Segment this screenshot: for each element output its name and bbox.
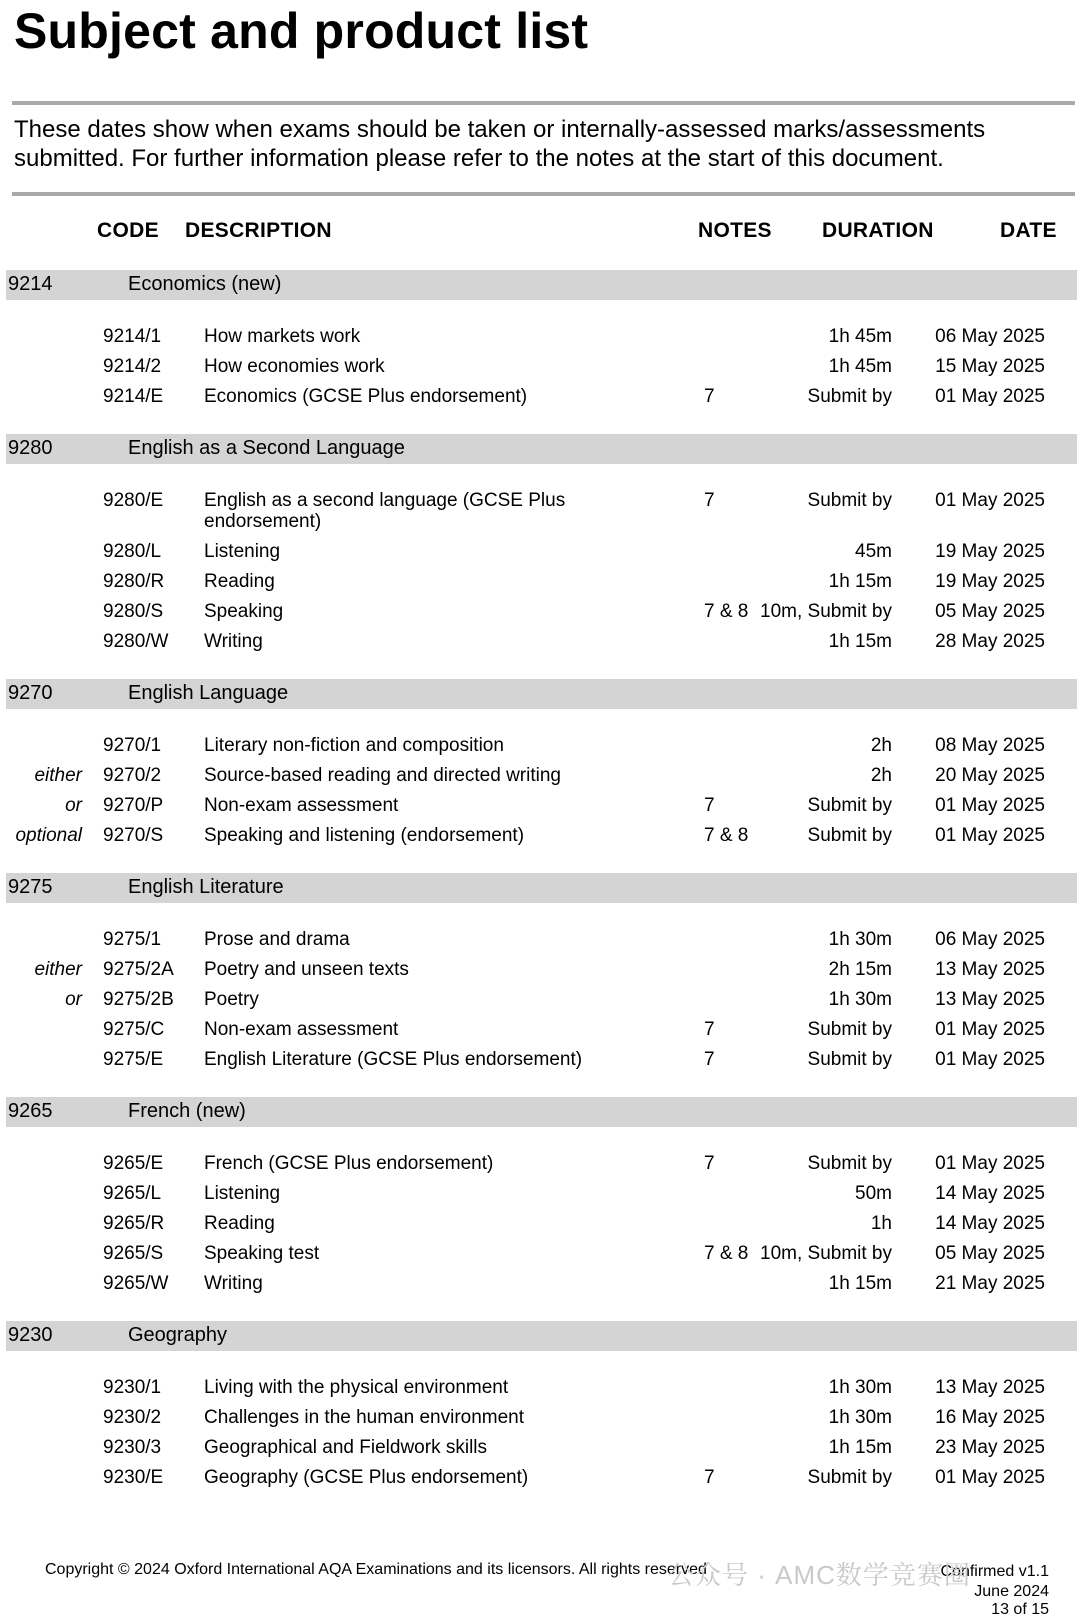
subject-header (6, 679, 1077, 709)
component-duration: 1h 30m (828, 1407, 892, 1428)
subject-name: Economics (new) (128, 273, 282, 295)
component-code: 9230/3 (103, 1437, 162, 1458)
component-code: 9280/E (103, 490, 164, 511)
component-notes: 7 (704, 1153, 715, 1174)
component-description: Writing (204, 1273, 263, 1294)
component-date: 19 May 2025 (935, 541, 1045, 562)
component-row (0, 959, 1080, 989)
subject-code: 9280 (8, 437, 53, 459)
subject-name: English Literature (128, 876, 284, 898)
component-duration: Submit by (807, 795, 892, 816)
component-option-label: or (65, 989, 82, 1010)
component-description: Prose and drama (204, 929, 350, 950)
component-description: Challenges in the human environment (204, 1407, 525, 1428)
component-option-label: or (65, 795, 82, 816)
component-row (0, 1049, 1080, 1079)
component-row (0, 1273, 1080, 1303)
component-description: Reading (204, 1213, 275, 1234)
component-date: 01 May 2025 (935, 386, 1045, 407)
component-row (0, 825, 1080, 855)
component-description: How economies work (204, 356, 385, 377)
component-duration: 50m (855, 1183, 892, 1204)
component-duration: 1h 15m (828, 631, 892, 652)
component-row (0, 1407, 1080, 1437)
component-duration: Submit by (807, 1153, 892, 1174)
component-code: 9275/E (103, 1049, 164, 1070)
component-date: 20 May 2025 (935, 765, 1045, 786)
intro-text: These dates show when exams should be taken or internally-assessed marks/assessments submitted. For further information please refer to the notes at the start of this document. (14, 116, 986, 172)
component-duration: Submit by (807, 1019, 892, 1040)
component-code: 9275/2A (103, 959, 174, 980)
component-row (0, 571, 1080, 601)
subject-header (6, 434, 1077, 464)
component-duration: 1h 30m (828, 929, 892, 950)
component-description: Literary non-fiction and composition (204, 735, 504, 756)
component-duration: 45m (855, 541, 892, 562)
component-code: 9230/2 (103, 1407, 162, 1428)
component-row (0, 541, 1080, 571)
component-code: 9280/L (103, 541, 162, 562)
component-row (0, 1243, 1080, 1273)
component-date: 01 May 2025 (935, 1019, 1045, 1040)
component-duration: 1h (870, 1213, 892, 1234)
component-row (0, 1019, 1080, 1049)
component-notes: 7 & 8 (704, 601, 749, 622)
component-row (0, 386, 1080, 416)
component-notes: 7 (704, 795, 715, 816)
component-date: 28 May 2025 (935, 631, 1045, 652)
component-code: 9280/S (103, 601, 164, 622)
subject-name: English as a Second Language (128, 437, 405, 459)
component-row (0, 735, 1080, 765)
component-date: 16 May 2025 (935, 1407, 1045, 1428)
component-description: Speaking (204, 601, 284, 622)
component-code: 9265/R (103, 1213, 165, 1234)
component-code: 9280/R (103, 571, 165, 592)
footer-status: Confirmed v1.1 (940, 1563, 1049, 1580)
component-row (0, 1437, 1080, 1467)
component-duration: Submit by (807, 1049, 892, 1070)
component-duration: Submit by (807, 1467, 892, 1488)
component-date: 06 May 2025 (935, 326, 1045, 347)
component-option-label: either (34, 765, 82, 786)
component-row (0, 601, 1080, 631)
component-row (0, 989, 1080, 1019)
component-description: Poetry (204, 989, 259, 1010)
subject-header (6, 873, 1077, 903)
component-duration: 1h 30m (828, 1377, 892, 1398)
component-row (0, 356, 1080, 386)
component-description: Speaking and listening (endorsement) (204, 825, 525, 846)
component-description: Source-based reading and directed writing (204, 765, 561, 786)
component-duration: 1h 15m (828, 1273, 892, 1294)
footer-copyright: Copyright © 2024 Oxford International AQA Examinations and its licensors. All rights reserved (45, 1561, 707, 1578)
component-description: Reading (204, 571, 275, 592)
component-date: 13 May 2025 (935, 1377, 1045, 1398)
component-row (0, 326, 1080, 356)
component-date: 01 May 2025 (935, 1049, 1045, 1070)
component-description: Non-exam assessment (204, 795, 399, 816)
subject-name: French (new) (128, 1100, 246, 1122)
component-row (0, 1153, 1080, 1183)
subject-name: Geography (128, 1324, 227, 1346)
component-date: 08 May 2025 (935, 735, 1045, 756)
component-duration: 2h (870, 735, 892, 756)
component-date: 19 May 2025 (935, 571, 1045, 592)
component-date: 01 May 2025 (935, 1467, 1045, 1488)
component-row (0, 1183, 1080, 1213)
component-description: Geography (GCSE Plus endorsement) (204, 1467, 529, 1488)
component-description: English Literature (GCSE Plus endorsement) (204, 1049, 583, 1070)
subject-header (6, 1321, 1077, 1351)
component-notes: 7 (704, 1049, 715, 1070)
component-description: Speaking test (204, 1243, 320, 1264)
component-code: 9280/W (103, 631, 169, 652)
subject-name: English Language (128, 682, 289, 704)
subject-code: 9265 (8, 1100, 53, 1122)
component-duration: 10m, Submit by (760, 601, 892, 622)
column-header-notes: NOTES (698, 219, 772, 242)
column-header-duration: DURATION (822, 219, 934, 242)
component-date: 13 May 2025 (935, 989, 1045, 1010)
component-row (0, 490, 1080, 532)
component-code: 9265/W (103, 1273, 169, 1294)
component-description: Living with the physical environment (204, 1377, 509, 1398)
footer-page-number: 13 of 15 (991, 1601, 1049, 1618)
page-title: Subject and product list (14, 3, 589, 59)
component-row (0, 1377, 1080, 1407)
component-description: Geographical and Fieldwork skills (204, 1437, 488, 1458)
subject-code: 9275 (8, 876, 53, 898)
watermark: 公众号 · AMC数学竞赛圈 (668, 1560, 971, 1590)
component-duration: 10m, Submit by (760, 1243, 892, 1264)
component-duration: 2h (870, 765, 892, 786)
component-row (0, 631, 1080, 661)
component-row (0, 929, 1080, 959)
component-date: 05 May 2025 (935, 1243, 1045, 1264)
component-description: Writing (204, 631, 263, 652)
subject-code: 9270 (8, 682, 53, 704)
component-code: 9214/2 (103, 356, 162, 377)
component-duration: Submit by (807, 386, 892, 407)
component-date: 15 May 2025 (935, 356, 1045, 377)
column-header-code: CODE (97, 219, 159, 242)
component-option-label: either (34, 959, 82, 980)
footer-date: June 2024 (974, 1583, 1049, 1600)
component-description: How markets work (204, 326, 361, 347)
component-duration: Submit by (807, 490, 892, 511)
component-duration: 1h 15m (828, 571, 892, 592)
component-notes: 7 & 8 (704, 1243, 749, 1264)
component-row (0, 1213, 1080, 1243)
component-description: Economics (GCSE Plus endorsement) (204, 386, 528, 407)
component-notes: 7 (704, 1019, 715, 1040)
component-date: 21 May 2025 (935, 1273, 1045, 1294)
component-code: 9214/1 (103, 326, 162, 347)
component-date: 23 May 2025 (935, 1437, 1045, 1458)
component-notes: 7 (704, 386, 715, 407)
subject-header (6, 1097, 1077, 1127)
component-code: 9230/E (103, 1467, 164, 1488)
component-description: Poetry and unseen texts (204, 959, 409, 980)
component-row (0, 795, 1080, 825)
component-code: 9270/1 (103, 735, 162, 756)
column-header-date: DATE (1000, 219, 1057, 242)
component-date: 01 May 2025 (935, 825, 1045, 846)
component-notes: 7 (704, 490, 715, 511)
component-date: 14 May 2025 (935, 1213, 1045, 1234)
component-code: 9275/1 (103, 929, 162, 950)
component-code: 9270/P (103, 795, 164, 816)
component-row (0, 1467, 1080, 1497)
component-code: 9275/2B (103, 989, 174, 1010)
component-description: English as a second language (GCSE Plus endorsement) (204, 490, 566, 532)
component-notes: 7 & 8 (704, 825, 749, 846)
component-code: 9214/E (103, 386, 164, 407)
component-code: 9265/S (103, 1243, 164, 1264)
component-description: Non-exam assessment (204, 1019, 399, 1040)
component-date: 06 May 2025 (935, 929, 1045, 950)
subject-header (6, 270, 1077, 300)
component-duration: 1h 15m (828, 1437, 892, 1458)
component-code: 9265/E (103, 1153, 164, 1174)
component-date: 01 May 2025 (935, 795, 1045, 816)
component-code: 9270/S (103, 825, 164, 846)
component-date: 05 May 2025 (935, 601, 1045, 622)
component-description: Listening (204, 541, 281, 562)
component-date: 01 May 2025 (935, 1153, 1045, 1174)
component-date: 13 May 2025 (935, 959, 1045, 980)
component-duration: 1h 45m (828, 356, 892, 377)
component-code: 9265/L (103, 1183, 162, 1204)
component-duration: Submit by (807, 825, 892, 846)
subject-code: 9214 (8, 273, 53, 295)
component-code: 9230/1 (103, 1377, 162, 1398)
component-option-label: optional (15, 825, 82, 846)
column-header-description: DESCRIPTION (185, 219, 332, 242)
component-notes: 7 (704, 1467, 715, 1488)
component-duration: 1h 30m (828, 989, 892, 1010)
component-description: French (GCSE Plus endorsement) (204, 1153, 494, 1174)
component-code: 9275/C (103, 1019, 165, 1040)
subject-code: 9230 (8, 1324, 53, 1346)
component-code: 9270/2 (103, 765, 162, 786)
component-row (0, 765, 1080, 795)
component-duration: 1h 45m (828, 326, 892, 347)
component-date: 01 May 2025 (935, 490, 1045, 511)
component-description: Listening (204, 1183, 281, 1204)
component-duration: 2h 15m (828, 959, 892, 980)
component-date: 14 May 2025 (935, 1183, 1045, 1204)
